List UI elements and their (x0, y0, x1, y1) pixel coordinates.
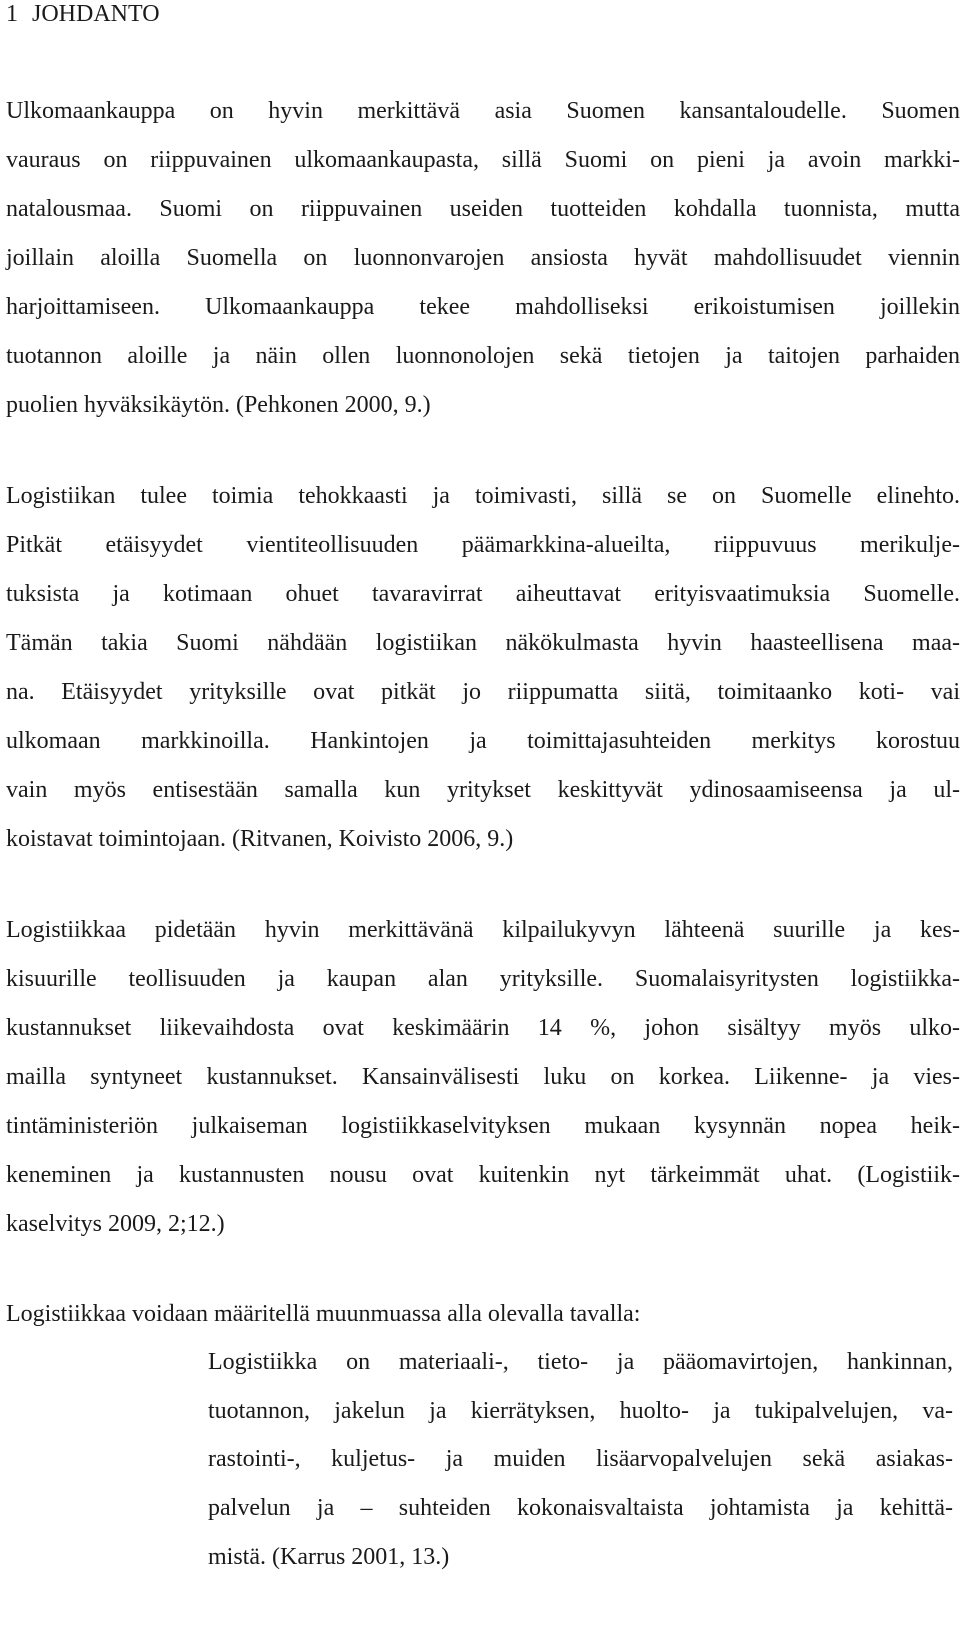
text-line: vauraus on riippuvainen ulkomaankaupasta, sillä Suomi on pieni ja avoin markki- (6, 147, 960, 173)
quote-line: tuotannon, jakelun ja kierrätyksen, huolto- ja tukipalvelujen, va- (208, 1397, 953, 1424)
paragraph-3 (6, 906, 960, 1249)
text-line: ulkomaan markkinoilla. Hankintojen ja toimittajasuhteiden merkitys korostuu (6, 728, 960, 754)
text-line: na. Etäisyydet yrityksille ovat pitkät jo riippumatta siitä, toimitaanko koti- vai (6, 679, 960, 705)
text-line: keneminen ja kustannusten nousu ovat kuitenkin nyt tärkeimmät uhat. (Logistiik- (6, 1162, 960, 1188)
text-line: mailla syntyneet kustannukset. Kansainvälisesti luku on korkea. Liikenne- ja vies- (6, 1064, 960, 1090)
text-line: koistavat toimintojaan. (Ritvanen, Koivisto 2006, 9.) (6, 826, 514, 852)
text-line: kustannukset liikevaihdosta ovat keskimäärin 14 %, johon sisältyy myös ulko- (6, 1015, 960, 1041)
text-line: joillain aloilla Suomella on luonnonvarojen ansiosta hyvät mahdollisuudet viennin (6, 245, 960, 271)
text-line: kisuurille teollisuuden ja kaupan alan yrityksille. Suomalaisyritysten logistiikka- (6, 966, 960, 992)
quote-line: Logistiikka on materiaali-, tieto- ja pääomavirtojen, hankinnan, (208, 1349, 953, 1375)
text-line: harjoittamiseen. Ulkomaankauppa tekee mahdolliseksi erikoistumisen joillekin (6, 294, 960, 320)
text-line: tuotannon aloille ja näin ollen luonnonolojen sekä tietojen ja taitojen parhaiden (6, 343, 960, 369)
paragraph-4 (6, 1290, 960, 1339)
section-heading (6, 0, 160, 28)
text-line: Logistiikan tulee toimia tehokkaasti ja toimivasti, sillä se on Suomelle elinehto. (6, 483, 960, 509)
text-line: Tämän takia Suomi nähdään logistiikan näkökulmasta hyvin haasteellisena maa- (6, 630, 960, 656)
quote-line: palvelun ja – suhteiden kokonaisvaltaista johtamista ja kehittä- (208, 1495, 953, 1522)
text-line: tuksista ja kotimaan ohuet tavaravirrat aiheuttavat erityisvaatimuksia Suomelle. (6, 581, 960, 607)
text-line: Pitkät etäisyydet vientiteollisuuden päämarkkina-alueilta, riippuvuus merikulje- (6, 532, 960, 558)
paragraph-1 (6, 87, 960, 430)
text-line: kaselvitys 2009, 2;12.) (6, 1211, 225, 1237)
paragraph-2 (6, 472, 960, 864)
section-number: 1 (6, 1, 18, 27)
text-line: natalousmaa. Suomi on riippuvainen useiden tuotteiden kohdalla tuonnista, mutta (6, 196, 960, 222)
text-line: Logistiikkaa voidaan määritellä muunmuassa alla olevalla tavalla: (6, 1301, 641, 1327)
block-quote (208, 1338, 953, 1581)
text-line: tintäministeriön julkaiseman logistiikkaselvityksen mukaan kysynnän nopea heik- (6, 1113, 960, 1139)
text-line: Logistiikkaa pidetään hyvin merkittävänä kilpailukyvyn lähteenä suurille ja kes- (6, 917, 960, 943)
quote-line: mistä. (Karrus 2001, 13.) (208, 1543, 450, 1570)
quote-line: rastointi-, kuljetus- ja muiden lisäarvopalvelujen sekä asiakas- (208, 1446, 953, 1473)
text-line: Ulkomaankauppa on hyvin merkittävä asia Suomen kansantaloudelle. Suomen (6, 98, 960, 124)
section-title: JOHDANTO (32, 1, 160, 27)
text-line: vain myös entisestään samalla kun yritykset keskittyvät ydinosaamiseensa ja ul- (6, 777, 960, 803)
text-line: puolien hyväksikäytön. (Pehkonen 2000, 9.) (6, 392, 431, 418)
